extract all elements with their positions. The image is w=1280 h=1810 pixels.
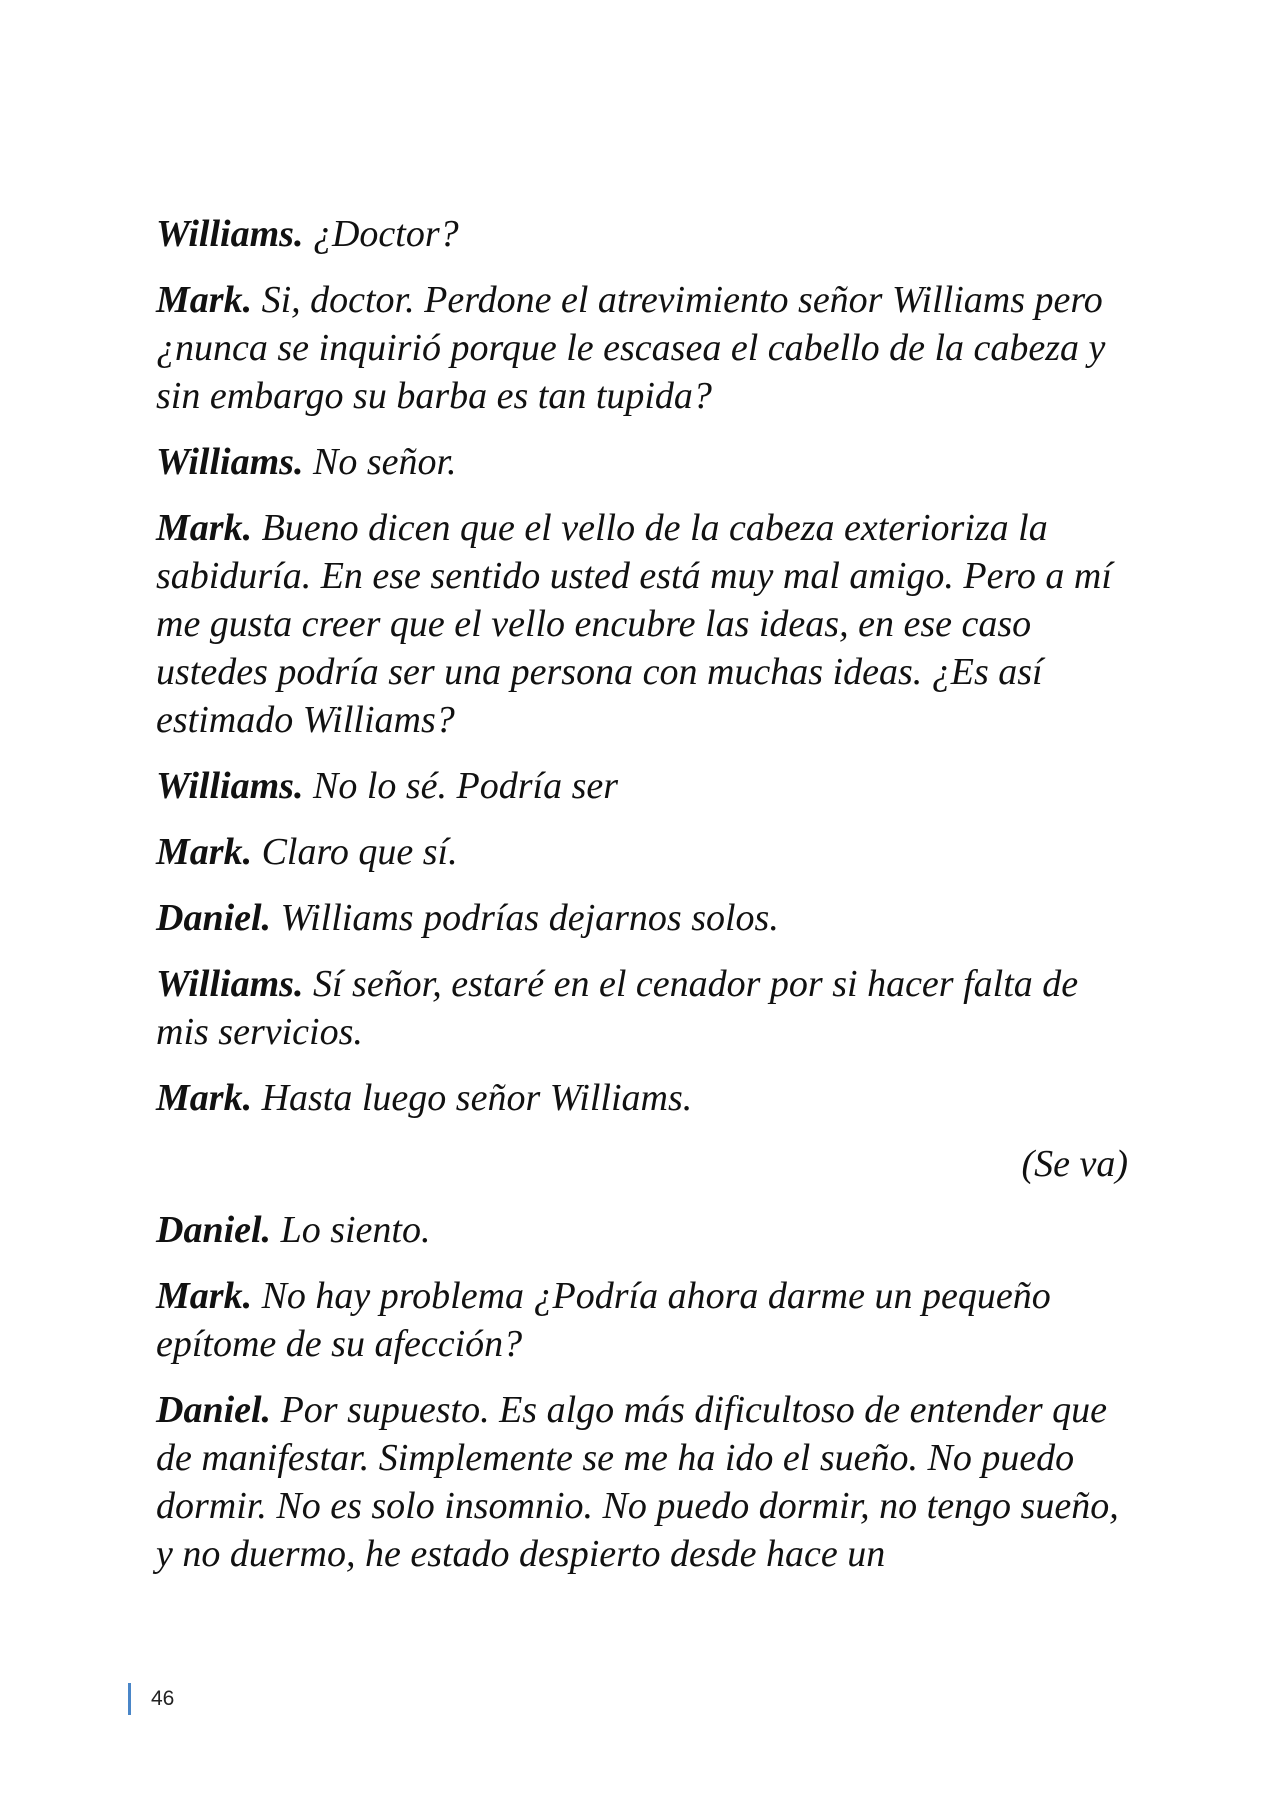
dialogue-line [156, 1074, 1128, 1122]
dialogue-line [156, 1206, 1128, 1254]
dialogue-line [156, 762, 1128, 810]
dialogue-text: Por supuesto. Es algo más dificultoso de entender que de manifestar. Simplemente se me ha ido el sueño. No puedo dormir. No es solo insomnio. No puedo dormir, no tengo sueño, y no duermo, he estado despierto desde hace un [156, 1389, 1119, 1575]
speaker-name: Williams. [156, 213, 304, 255]
dialogue-line [156, 276, 1128, 420]
speaker-name: Williams. [156, 963, 304, 1005]
dialogue-line [156, 960, 1128, 1056]
page-footer [128, 1682, 174, 1716]
dialogue-line [156, 1272, 1128, 1368]
dialogue-line [156, 828, 1128, 876]
dialogue-line [156, 504, 1128, 744]
speaker-name: Williams. [156, 765, 304, 807]
dialogue-text: Sí señor, estaré en el cenador por si hacer falta de mis servicios. [156, 963, 1079, 1053]
dialogue-text: Williams podrías dejarnos solos. [271, 897, 779, 939]
speaker-name: Daniel. [156, 897, 272, 939]
speaker-name: Mark. [156, 1275, 253, 1317]
dialogue-text: Claro que sí. [252, 831, 458, 873]
speaker-name: Daniel. [156, 1389, 272, 1431]
speaker-name: Williams. [156, 441, 304, 483]
stage-direction: (Se va) [1021, 1143, 1128, 1185]
dialogue-text: No lo sé. Podría ser [303, 765, 619, 807]
dialogue-line [156, 894, 1128, 942]
dialogue-line [156, 1386, 1128, 1578]
dialogue-text: Lo siento. [271, 1209, 431, 1251]
script-body [156, 210, 1128, 1596]
dialogue-text: Bueno dicen que el vello de la cabeza exterioriza la sabiduría. En ese sentido usted está muy mal amigo. Pero a mí me gusta creer que el vello encubre las ideas, en ese caso ustedes podría ser una persona con muchas ideas. ¿Es así estimado Williams? [156, 507, 1112, 741]
speaker-name: Mark. [156, 1077, 253, 1119]
speaker-name: Mark. [156, 507, 253, 549]
dialogue-line [156, 438, 1128, 486]
dialogue-text: No señor. [303, 441, 457, 483]
dialogue-text: No hay problema ¿Podría ahora darme un pequeño epítome de su afección? [156, 1275, 1051, 1365]
speaker-name: Daniel. [156, 1209, 272, 1251]
dialogue-text: ¿Doctor? [303, 213, 459, 255]
page-number: 46 [151, 1687, 175, 1710]
speaker-name: Mark. [156, 831, 253, 873]
speaker-name: Mark. [156, 279, 253, 321]
dialogue-text: Si, doctor. Perdone el atrevimiento señor Williams pero ¿nunca se inquirió porque le escasea el cabello de la cabeza y sin embargo su barba es tan tupida? [156, 279, 1106, 417]
dialogue-line [156, 210, 1128, 258]
dialogue-text: Hasta luego señor Williams. [252, 1077, 693, 1119]
footer-accent-bar [128, 1683, 131, 1715]
